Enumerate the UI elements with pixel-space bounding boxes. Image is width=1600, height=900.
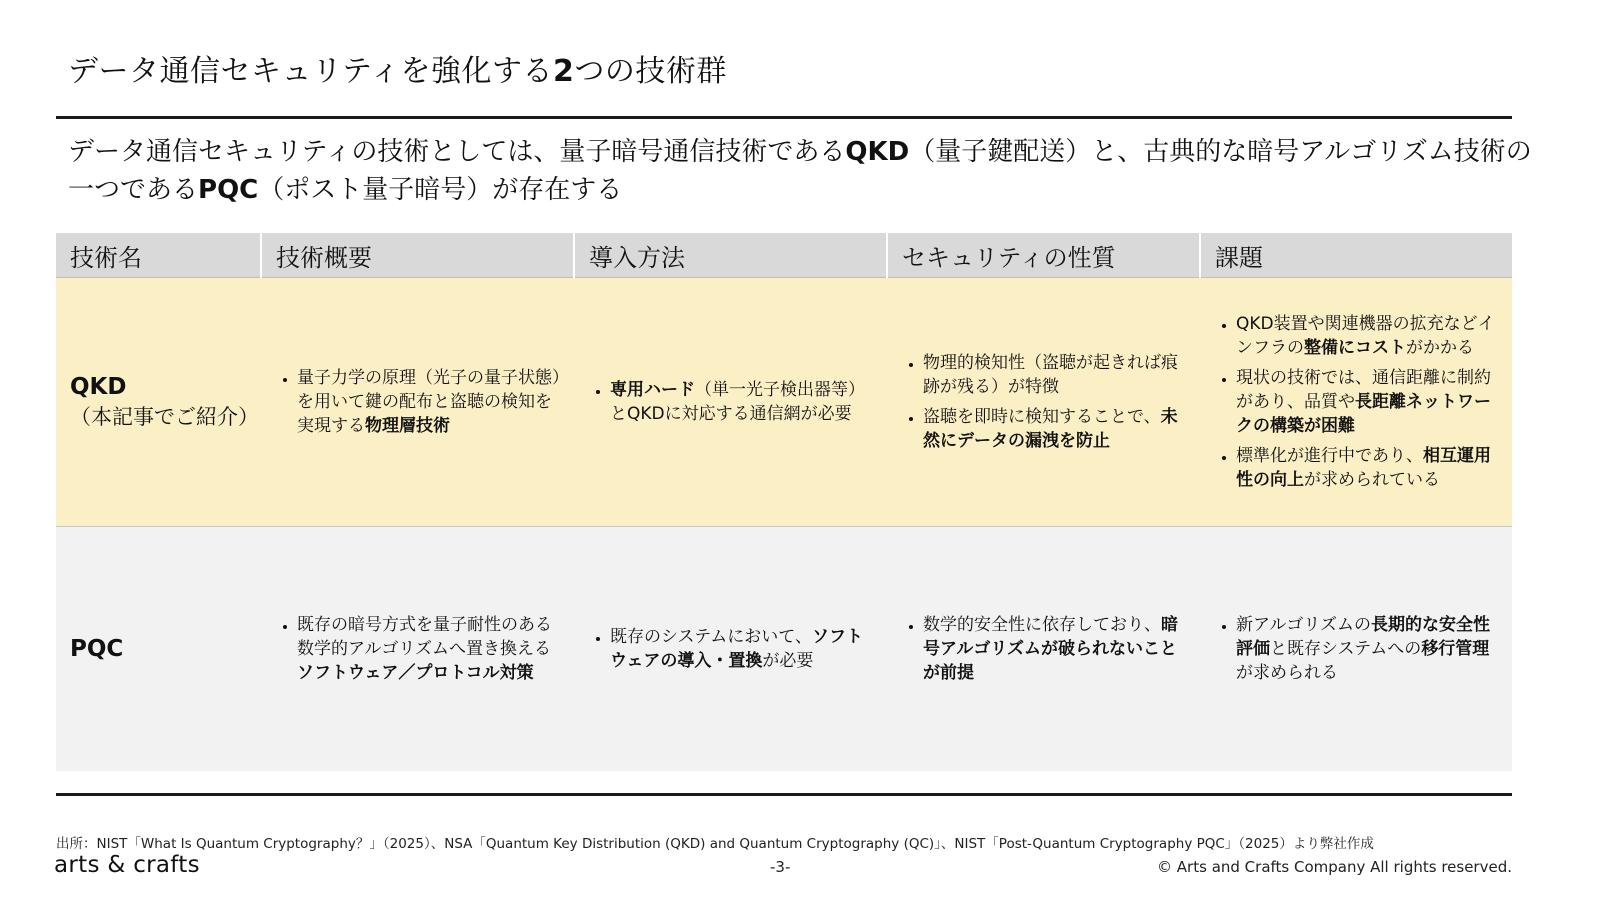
source-citation: 出所：NIST「What Is Quantum Cryptography？」（2025）、NSA「Quantum Key Distribution (QKD) and Quantum Cryptography (QC)」、NIST「Post-Quantum Cryptography PQC」（2025）より弊社作成 [56, 836, 1374, 852]
header-method: 導入方法 [574, 233, 887, 278]
table-row-pqc [56, 527, 1512, 772]
lead-part: データ通信セキュリティの技術としては、量子暗号通信技術である [68, 137, 846, 167]
lead-bold-pqc: PQC [198, 175, 259, 205]
bullet-emphasis: 長期的な安全性評価 [1236, 615, 1490, 659]
bullet-text: 標準化が進行中であり、 [1236, 446, 1423, 466]
list-item [923, 405, 1190, 453]
list-item [297, 613, 564, 685]
comparison-table [56, 233, 1512, 771]
tech-name-pqc: PQC [70, 636, 124, 662]
list-item [1236, 312, 1502, 360]
bullet-text: 新アルゴリズムの [1236, 615, 1371, 635]
cell-pqc-overview [261, 527, 574, 772]
title-text: データ通信セキュリティを強化する [68, 54, 553, 89]
list-item [1236, 613, 1502, 685]
header-issues: 課題 [1200, 233, 1512, 278]
bullet-emphasis: 相互運用性の向上 [1236, 446, 1491, 490]
cell-pqc-method [574, 527, 887, 772]
bullet-text: 量子力学の原理（光子の量子状態）を用いて鍵の配布と盗聴の検知を実現する [297, 368, 561, 436]
header-overview: 技術概要 [261, 233, 574, 278]
bullet-text: 既存の暗号方式を量子耐性のある数学的アルゴリズムへ置き換える [297, 615, 552, 659]
cell-qkd-overview [261, 278, 574, 527]
bullet-emphasis: 整備にコスト [1304, 338, 1406, 358]
bullet-emphasis: 物理層技術 [365, 416, 450, 436]
bullet-emphasis: 専用ハード [610, 380, 695, 400]
bullet-emphasis: 長距離ネットワークの構築が困難 [1236, 392, 1491, 436]
cell-pqc-name [56, 527, 261, 772]
bullet-emphasis: ソフトウェアの導入・置換 [610, 627, 863, 671]
cell-qkd-security [887, 278, 1200, 527]
page-number: -3- [770, 858, 791, 876]
bullet-emphasis: 移行管理 [1421, 639, 1490, 659]
lead-part: （量子鍵配送）と、古典的な暗号アルゴリズム技術の一つである [68, 137, 1532, 205]
bullet-text: （単一光子検出器等）とQKDに対応する通信網が必要 [610, 380, 865, 424]
table-row-qkd [56, 278, 1512, 527]
bullet-emphasis: ソフトウェア／プロトコル対策 [297, 663, 534, 683]
cell-qkd-method [574, 278, 887, 527]
bullet-text: QKD装置や関連機器の拡充などインフラの [1236, 314, 1495, 358]
slide-title [68, 46, 727, 90]
list-item [610, 378, 877, 426]
list-item [1236, 366, 1502, 438]
bullet-text: が必要 [762, 651, 814, 671]
list-item [1236, 444, 1502, 492]
bullet-text: 現状の技術では、通信距離に制約があり、品質や [1236, 368, 1491, 412]
tech-name-qkd: QKD [70, 374, 127, 400]
cell-pqc-security [887, 527, 1200, 772]
bullet-text: 盗聴を即時に検知することで、 [923, 407, 1161, 427]
list-item [923, 351, 1190, 399]
tech-sub-qkd: （本記事でご紹介） [70, 405, 259, 429]
bullet-text: と既存システムへの [1270, 639, 1422, 659]
brand-logo: arts & crafts [54, 852, 200, 878]
bullet-emphasis: 未然にデータの漏洩を防止 [923, 407, 1178, 451]
table-header-row [56, 233, 1512, 278]
bullet-text: 物理的検知性（盗聴が起きれば痕跡が残る）が特徴 [923, 353, 1178, 397]
copyright-notice: © Arts and Crafts Company All rights reserved. [1157, 858, 1512, 876]
cell-pqc-issues [1200, 527, 1512, 772]
cell-qkd-name [56, 278, 261, 527]
bullet-text: が求められている [1304, 470, 1440, 490]
bottom-divider [56, 793, 1512, 796]
list-item [297, 366, 564, 438]
cell-qkd-issues [1200, 278, 1512, 527]
header-security: セキュリティの性質 [887, 233, 1200, 278]
top-divider [56, 116, 1512, 119]
title-text-end: つの技術群 [574, 54, 727, 89]
lead-bold-qkd: QKD [845, 137, 910, 167]
header-tech-name: 技術名 [56, 233, 261, 278]
bullet-text: 既存のシステムにおいて、 [610, 627, 812, 647]
bullet-text: 数学的安全性に依存しており、 [923, 615, 1161, 635]
lead-text [68, 133, 1538, 209]
list-item [610, 625, 877, 673]
bullet-emphasis: 暗号アルゴリズムが破られないことが前提 [923, 615, 1178, 683]
list-item [923, 613, 1190, 685]
bullet-text: が求められる [1236, 663, 1338, 683]
title-number: 2 [553, 54, 575, 89]
lead-part: （ポスト量子暗号）が存在する [258, 175, 623, 205]
bullet-text: がかかる [1406, 338, 1474, 358]
